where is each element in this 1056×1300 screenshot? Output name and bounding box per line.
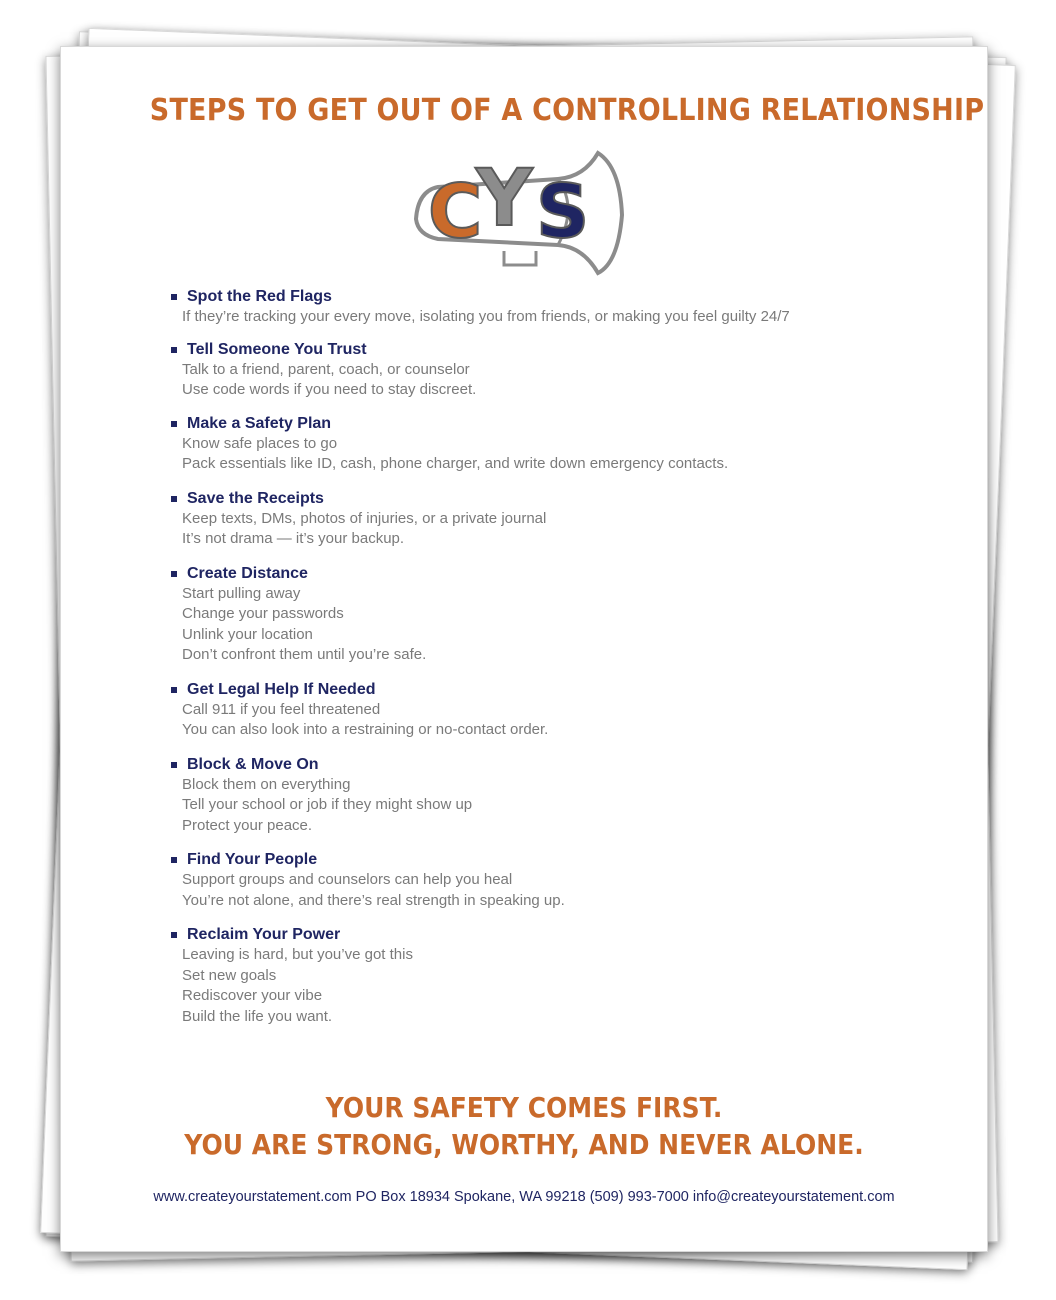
logo-letter-y: Y [476,154,533,244]
page-title: STEPS TO GET OUT OF A CONTROLLING RELATIONSHIP [149,93,985,128]
step-title: Spot the Red Flags [187,288,332,305]
step-title: Tell Someone You Trust [187,340,367,358]
step-text: Protect your peace. [182,816,313,834]
step-title: Block & Move On [187,755,319,773]
list-item [171,287,951,328]
logo-letter-s: S [536,169,590,255]
step-text: Change your passwords [182,605,344,622]
steps-list [171,287,951,1027]
bullet-icon [171,294,177,300]
bullet-icon [171,571,177,577]
step-title: Reclaim Your Power [187,926,341,943]
step-text: Start pulling away [182,584,301,602]
step-text: Don’t confront them until you’re safe. [182,646,427,663]
list-item [171,680,951,741]
step-text: Support groups and counselors can help you heal [182,871,513,888]
step-text: Block them on everything [182,775,351,793]
step-text: Call 911 if you feel threatened [182,700,381,718]
bullet-icon [171,857,177,863]
list-item [171,340,951,401]
step-text: Build the life you want. [182,1007,333,1025]
step-text: You can also look into a restraining or no-contact order. [182,721,549,738]
bullet-icon [171,762,177,768]
bullet-icon [171,496,177,502]
step-text: Talk to a friend, parent, coach, or counselor [182,360,470,378]
list-item [171,489,951,550]
step-title: Save the Receipts [187,489,324,507]
list-item [171,925,951,1027]
list-item [171,564,951,666]
closing-line-2: YOU ARE STRONG, WORTHY, AND NEVER ALONE. [184,1128,864,1161]
bullet-icon [171,687,177,693]
step-text: Know safe places to go [182,434,338,452]
step-text: Pack essentials like ID, cash, phone charger, and write down emergency contacts. [182,455,729,472]
step-text: If they’re tracking your every move, isolating you from friends, or making you feel guilty 24/7 [182,308,790,325]
bullet-icon [171,421,177,427]
step-text: Set new goals [182,966,277,984]
step-text: Tell your school or job if they might show up [182,796,473,813]
footer-contact: www.createyourstatement.com PO Box 18934 Spokane, WA 99218 (509) 993-7000 info@createyourstatement.com [153,1189,895,1205]
megaphone-handle [504,251,536,265]
bullet-icon [171,932,177,938]
list-item [171,414,951,475]
list-item [171,755,951,837]
step-text: Unlink your location [182,625,313,643]
flyer-page [60,46,988,1252]
step-title: Make a Safety Plan [187,414,332,432]
step-title: Get Legal Help If Needed [187,680,376,698]
step-text: Use code words if you need to stay discreet. [182,381,477,398]
closing-line-1: YOUR SAFETY COMES FIRST. [325,1091,723,1124]
megaphone-logo [408,147,628,277]
step-text: You’re not alone, and there’s real strength in speaking up. [182,891,565,909]
step-title: Create Distance [187,564,308,582]
logo-letter-c: C [428,169,483,255]
bullet-icon [171,347,177,353]
step-text: It’s not drama — it’s your backup. [182,530,405,547]
step-title: Find Your People [187,851,318,868]
step-text: Leaving is hard, but you’ve got this [182,946,413,963]
step-text: Rediscover your vibe [182,987,323,1004]
step-text: Keep texts, DMs, photos of injuries, or a private journal [182,509,547,527]
list-item [171,850,951,911]
